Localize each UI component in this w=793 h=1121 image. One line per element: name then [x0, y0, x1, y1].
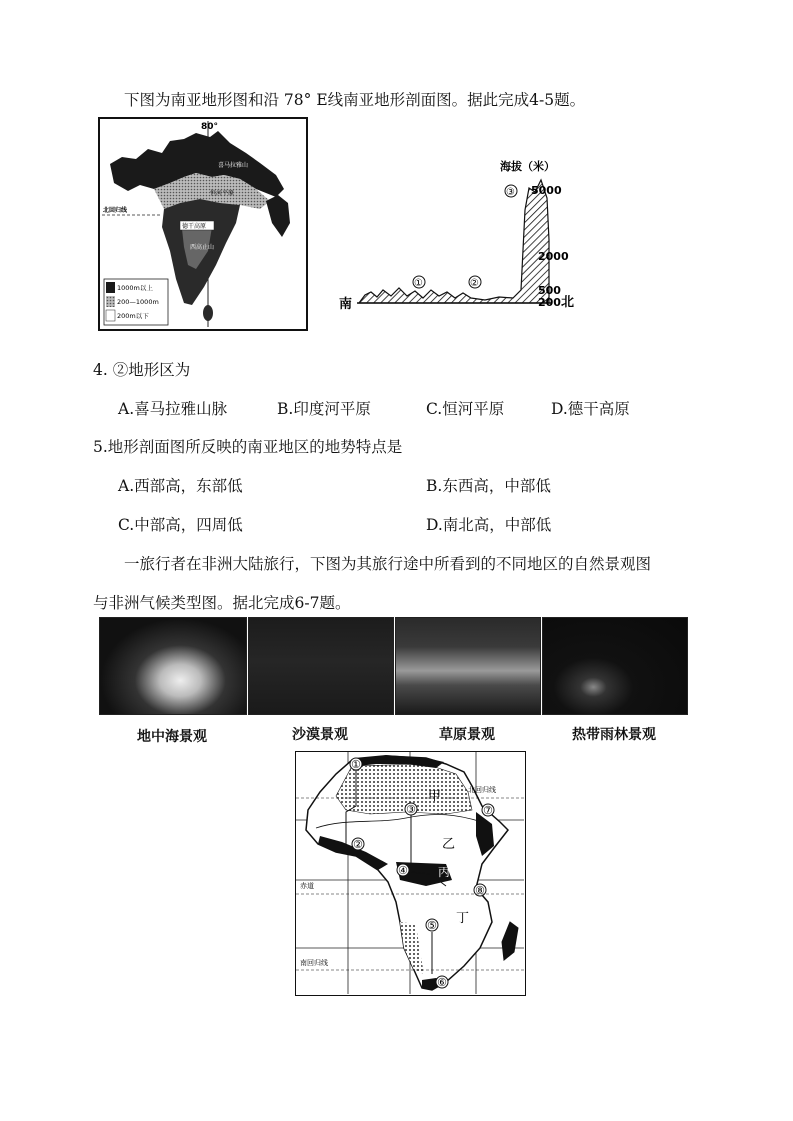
q4-stem: 4. ②地形区为 [93, 361, 191, 379]
label-equator: 赤道 [300, 882, 314, 890]
label-deccan: 德干高原 [182, 223, 207, 230]
africa-marker-8: ⑧ [475, 884, 485, 897]
photo-rainforest [542, 617, 688, 715]
marker-3: ③ [506, 187, 515, 198]
south-asia-map-drawing [100, 119, 306, 329]
caption-savanna: 草原景观 [439, 727, 495, 743]
tick-2000: 2000 [538, 250, 569, 263]
legend-swatch-high [106, 282, 115, 293]
terrain-profile [335, 150, 595, 320]
marker-2: ② [470, 278, 479, 289]
label-tropic-capricorn: 南回归线 [300, 959, 328, 967]
label-ganges-plain: 恒河平原 [210, 190, 235, 197]
tick-500: 500 [538, 284, 561, 297]
africa-marker-5: ⑤ [427, 919, 437, 932]
africa-marker-7: ⑦ [483, 804, 493, 817]
q4-option-b: B.印度河平原 [277, 400, 371, 418]
africa-marker-4: ④ [398, 864, 408, 877]
q5-stem: 5.地形剖面图所反映的南亚地区的地势特点是 [93, 438, 403, 456]
region-yi: 乙 [442, 837, 456, 852]
longitude-label: 80° [201, 122, 219, 132]
profile-south-label: 南 [339, 297, 353, 312]
q4-option-d: D.德干高原 [551, 400, 630, 418]
legend-low: 200m以下 [117, 312, 149, 320]
q5-option-d: D.南北高，中部低 [426, 516, 552, 534]
profile-north-label: 北 [561, 295, 575, 310]
africa-climate-map [295, 751, 526, 996]
legend-high: 1000m以上 [117, 284, 153, 292]
q4-option-c: C.恒河平原 [426, 400, 505, 418]
photo-mediterranean [99, 617, 247, 715]
q4-option-a: A.喜马拉雅山脉 [118, 400, 228, 418]
intro-text-2-line1: 一旅行者在非洲大陆旅行，下图为其旅行途中所看到的不同地区的自然景观图 [124, 555, 652, 573]
caption-rainforest: 热带雨林景观 [572, 727, 656, 743]
africa-marker-6: ⑥ [437, 976, 447, 989]
africa-marker-1: ① [351, 758, 361, 771]
marker-1: ① [414, 278, 423, 289]
intro-text-1: 下图为南亚地形图和沿 78° E线南亚地形剖面图。据此完成4-5题。 [124, 91, 586, 109]
profile-y-label: 海拔（米） [500, 160, 555, 173]
africa-marker-3: ③ [406, 803, 416, 816]
africa-map-drawing [296, 752, 524, 994]
eastern-highlands [266, 195, 290, 237]
intro-text-2-line2: 与非洲气候类型图。据北完成6-7题。 [93, 594, 351, 612]
label-tropic-cancer: 北回归线 [103, 207, 128, 214]
region-bing: 丙 [438, 865, 451, 879]
region-ding: 丁 [456, 911, 470, 926]
photo-savanna [395, 617, 541, 715]
legend-swatch-low [106, 310, 115, 321]
madagascar [502, 922, 518, 960]
caption-desert: 沙漠景观 [292, 727, 348, 743]
profile-shape [359, 180, 549, 303]
legend-mid: 200—1000m [117, 298, 159, 306]
q5-option-b: B.东西高，中部低 [426, 477, 551, 495]
photo-desert [248, 617, 394, 715]
africa-marker-2: ② [353, 838, 363, 851]
label-western-ghats: 西高止山 [190, 244, 215, 251]
legend-swatch-mid [106, 296, 115, 307]
sri-lanka [203, 305, 213, 321]
label-himalaya: 喜马拉雅山 [218, 162, 249, 169]
tick-200: 200 [538, 296, 561, 309]
q5-option-a: A.西部高，东部低 [118, 477, 243, 495]
south-asia-map [98, 117, 308, 331]
tick-5000: 5000 [531, 184, 562, 197]
label-tropic-cancer-africa: 北回归线 [468, 786, 496, 794]
caption-mediterranean: 地中海景观 [137, 729, 207, 745]
q5-option-c: C.中部高，四周低 [118, 516, 243, 534]
region-jia: 甲 [428, 789, 442, 804]
